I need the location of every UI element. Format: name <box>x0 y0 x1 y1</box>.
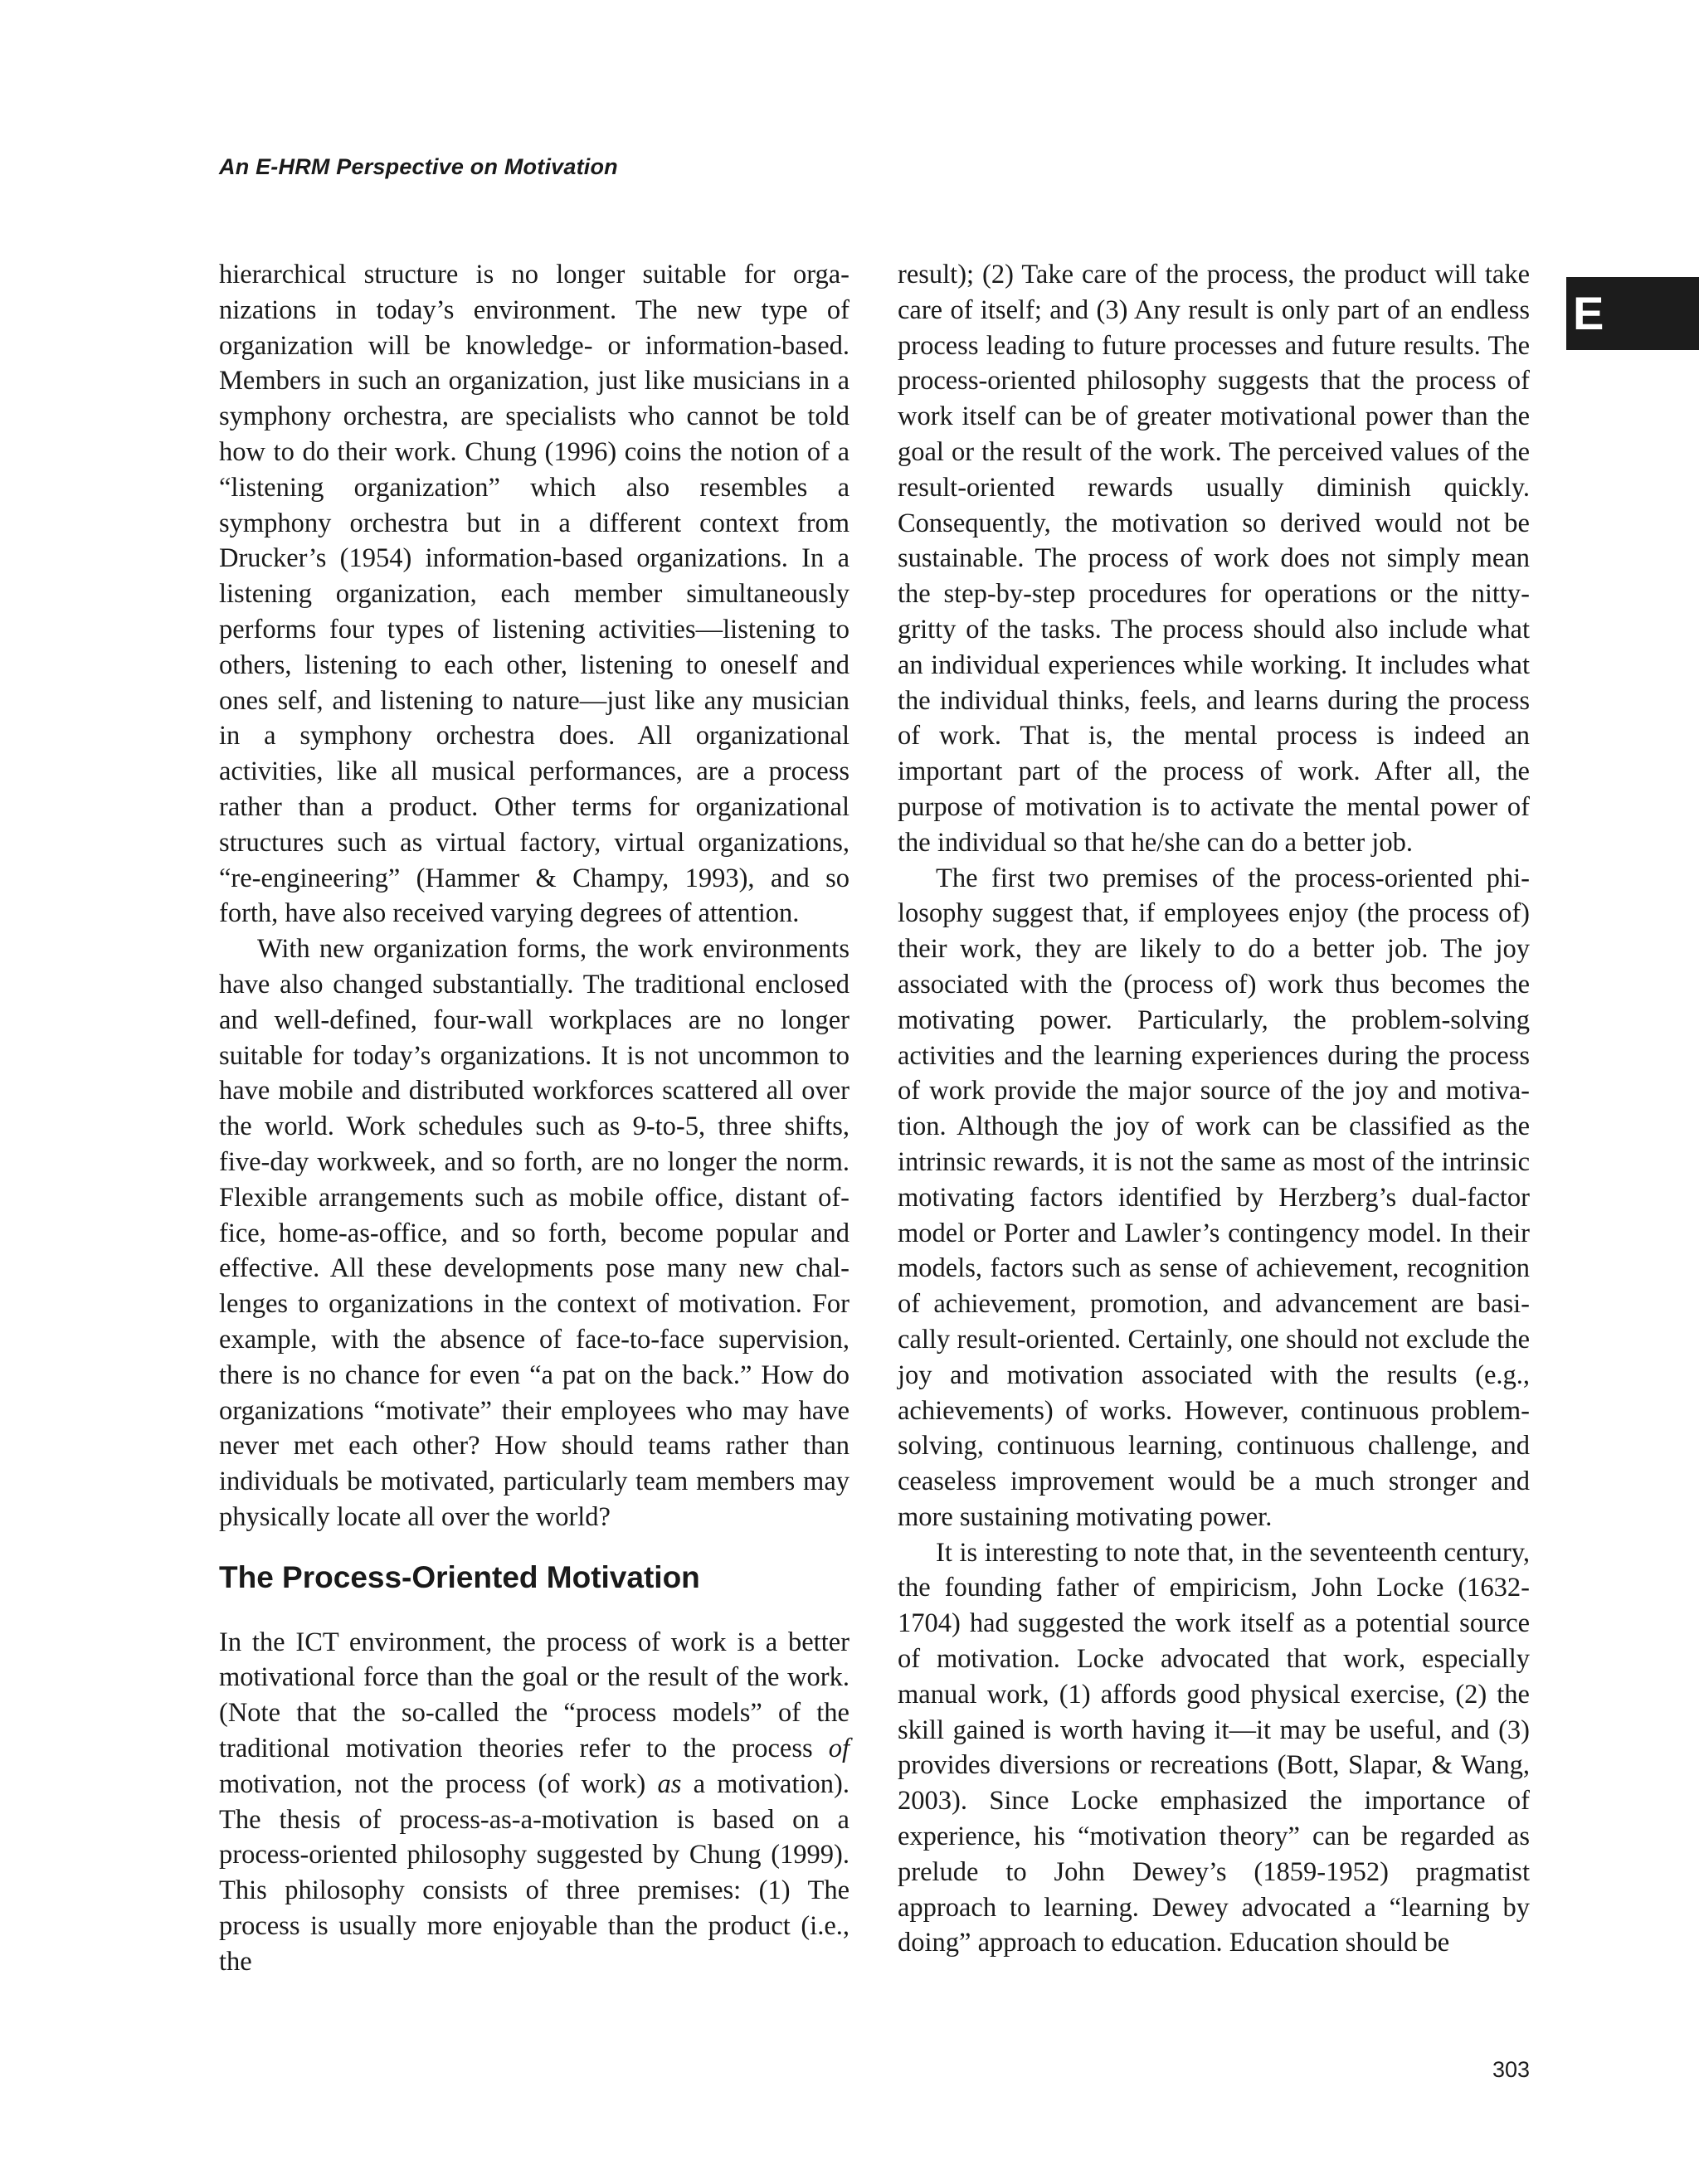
paragraph <box>219 1625 850 1980</box>
text-run: In the ICT environment, the process of work is a better motivational force than the goal or the result of the work. (Note that the so-called the “process models” of the traditional motivation theories refer to the process <box>219 1627 850 1764</box>
paragraph: It is interesting to note that, in the seventeenth century, the founding father of empiricism, John Locke (1632-1704) had suggested the work itself as a potential source of motivation. Locke advocated that work, especially manual work, (1) affords good physical exercise, (2) the skill gained is worth having it—it may be useful, and (3) provides diversions or recreations (Bott, Slapar, & Wang, 2003). Since Locke emphasized the importance of experience, his “motivation theory” can be regarded as prelude to John Dewey’s (1859-1952) pragmatist approach to learning. Dewey advocated a “learning by doing” approach to education. Education should be <box>898 1537 1530 1958</box>
text-run: motivation, not the process (of work) <box>219 1768 658 1799</box>
emphasis: as <box>657 1768 682 1799</box>
right-column <box>898 257 1530 1961</box>
paragraph: result); (2) Take care of the process, the product will take care of itself; and (3) Any result is only part of an endless process leading to future processes and future results. The process-oriented philosophy suggests that the process of work itself can be of greater motivational power than the goal or the result of the work. The perceived values of the result-oriented rewards usually diminish quickly. Consequently, the motivation so derived would not be sustainable. The process of work does not simply mean the step-by-step procedures for operations or the nitty-gritty of the tasks. The process should also include what an individual experiences while working. It includes what the individual thinks, feels, and learns during the process of work. That is, the mental process is indeed an important part of the process of work. After all, the purpose of motivation is to activate the mental power of the individual so that he/she can do a better job. <box>898 260 1530 858</box>
paragraph: hierarchical structure is no longer suitable for organizations in today’s environment. The new type of organization will be knowledge- or information-based. Members in such an organization, just like musicians in a symphony orchestra, are specialists who cannot be told how to do their work. Chung (1996) coins the notion of a “listening organization” which also resembles a symphony orchestra but in a different context from Drucker’s (1954) information-based organizations. In a listening organization, each member simultaneously performs four types of listening activities—listening to others, listening to each other, listening to oneself and ones self, and listening to nature—just like any musician in a symphony orchestra does. All organizational activities, like all musical performances, are a process rather than a product. Other terms for organizational structures such as virtual factory, virtual organizations, “re-engineering” (Hammer & Champy, 1993), and so forth, have also received varying degrees of attention. <box>219 260 850 929</box>
emphasis: of <box>828 1734 850 1764</box>
paragraph: With new organization forms, the work environments have also changed substantially. The traditional enclosed and well-defined, four-wall workplaces are no longer suitable for today’s organizations. It is not uncommon to have mobile and distributed workforces scattered all over the world. Work schedules such as 9-to-5, three shifts, five-day workweek, and so forth, are no longer the norm. Flexible arrangements such as mobile office, distant office, home-as-office, and so forth, become popular and effective. All these developments pose many new challenges to organizations in the context of motivation. For example, with the absence of face-to-face supervision, there is no chance for even “a pat on the back.” How do organizations “motivate” their employees who may have never met each other? How should teams rather than individuals be motivated, particularly team members may physically locate all over the world? <box>219 934 850 1532</box>
left-column <box>219 257 850 1980</box>
running-head: An E-HRM Perspective on Motivation <box>219 154 618 179</box>
text-run: a motivation). The thesis of process-as-a-motivation is based on a process-oriented philosophy suggested by Chung (1999). This philosophy consists of three premises: (1) The process is usually more enjoyable than the product (i.e., the <box>219 1768 850 1977</box>
section-tab: E <box>1566 277 1699 350</box>
page-number: 303 <box>1492 2057 1530 2082</box>
paragraph: The first two premises of the process-oriented philosophy suggest that, if employees enjoy (the process of) their work, they are likely to do a better job. The joy associated with the (process of) work thus becomes the motivating power. Particularly, the problem-solving activities and the learning experiences during the process of work provide the major source of the joy and motivation. Although the joy of work can be classified as the intrinsic rewards, it is not the same as most of the intrinsic motivating factors identified by Herzberg’s dual-factor model or Porter and Lawler’s contingency model. In their models, factors such as sense of achievement, recognition of achievement, promotion, and advancement are basically result-oriented. Certainly, one should not exclude the joy and motivation associated with the results (e.g., achievements) of works. However, continuous problem-solving, continuous learning, continuous challenge, and ceaseless improvement would be a much stronger and more sustaining motivating power. <box>898 863 1530 1532</box>
section-heading: The Process-Oriented Motivation <box>219 1559 700 1594</box>
